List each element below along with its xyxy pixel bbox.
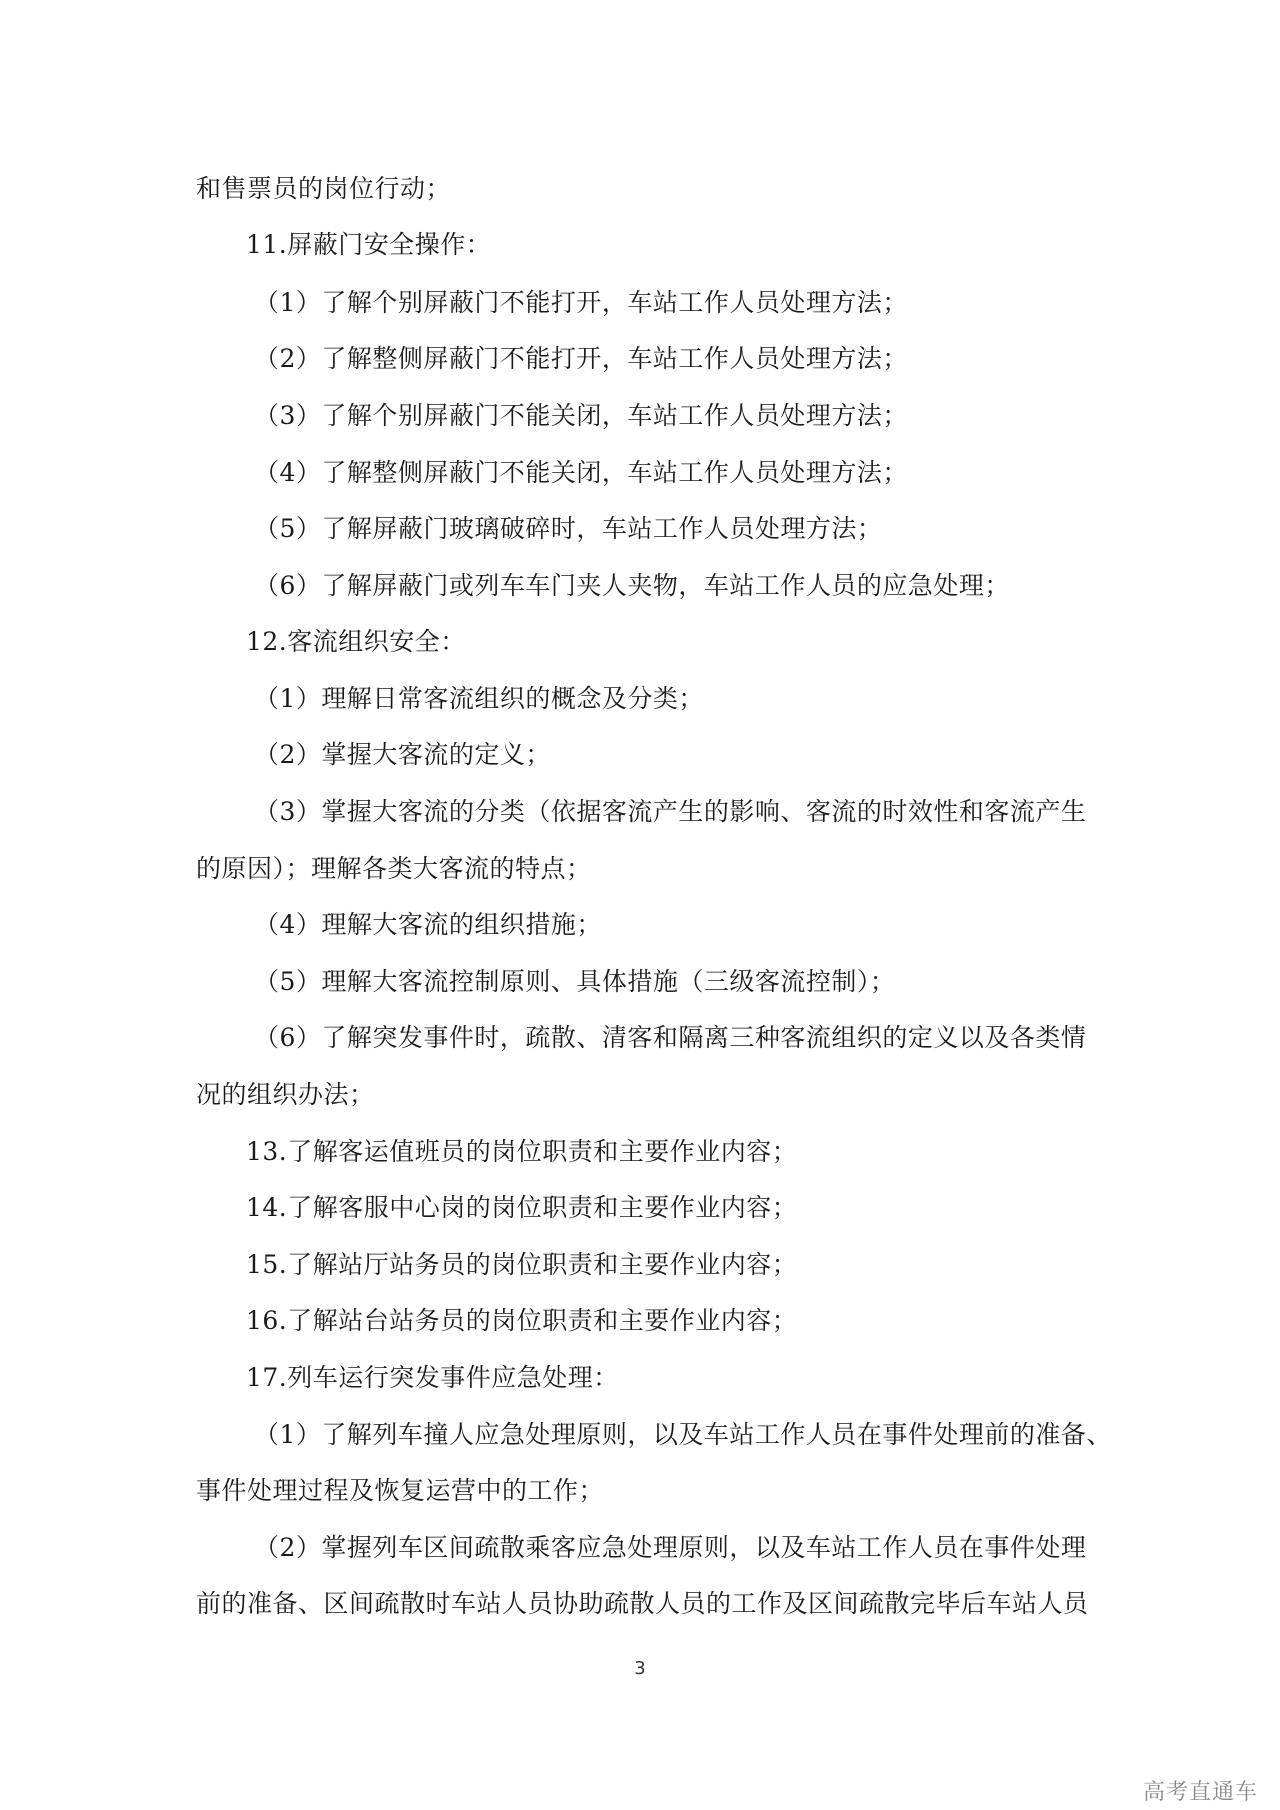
section-heading-13: 13.了解客运值班员的岗位职责和主要作业内容； — [246, 1137, 798, 1166]
list-item: （1）理解日常客流组织的概念及分类； — [254, 684, 704, 713]
list-item-continuation: 的原因）；理解各类大客流的特点； — [196, 854, 592, 883]
section-heading-16: 16.了解站台站务员的岗位职责和主要作业内容； — [246, 1306, 798, 1335]
list-item: （3）掌握大客流的分类（依据客流产生的影响、客流的时效性和客流产生 — [254, 797, 1087, 826]
list-item: （3）了解个别屏蔽门不能关闭，车站工作人员处理方法； — [254, 401, 908, 430]
list-item-continuation: 事件处理过程及恢复运营中的工作； — [196, 1476, 605, 1505]
list-item: （6）了解屏蔽门或列车车门夹人夹物，车站工作人员的应急处理； — [254, 571, 1010, 600]
list-item: （1）了解个别屏蔽门不能打开，车站工作人员处理方法； — [254, 288, 908, 317]
section-heading-17: 17.列车运行突发事件应急处理： — [246, 1363, 619, 1392]
list-item: （5）了解屏蔽门玻璃破碎时，车站工作人员处理方法； — [254, 514, 883, 543]
list-item-continuation: 前的准备、区间疏散时车站人员协助疏散人员的工作及区间疏散完毕后车站人员 — [196, 1589, 1089, 1618]
section-heading-12: 12.客流组织安全： — [246, 627, 466, 656]
watermark-text: 高考直通车 — [1142, 1780, 1258, 1805]
list-item: （2）掌握大客流的定义； — [254, 740, 551, 769]
section-heading-11: 11.屏蔽门安全操作： — [246, 230, 492, 259]
list-item: （1）了解列车撞人应急处理原则，以及车站工作人员在事件处理前的准备、 — [254, 1420, 1112, 1449]
page-number: 3 — [634, 1658, 646, 1679]
list-item: （6）了解突发事件时，疏散、清客和隔离三种客流组织的定义以及各类情 — [254, 1023, 1087, 1052]
list-item: （4）理解大客流的组织措施； — [254, 910, 602, 939]
section-heading-14: 14.了解客服中心岗的岗位职责和主要作业内容； — [246, 1193, 798, 1222]
list-item: （4）了解整侧屏蔽门不能关闭，车站工作人员处理方法； — [254, 458, 908, 487]
list-item: （5）理解大客流控制原则、具体措施（三级客流控制）； — [254, 967, 896, 996]
list-item: （2）掌握列车区间疏散乘客应急处理原则，以及车站工作人员在事件处理 — [254, 1533, 1087, 1562]
list-item-continuation: 况的组织办法； — [196, 1080, 375, 1109]
text-line: 和售票员的岗位行动； — [196, 174, 452, 203]
list-item: （2）了解整侧屏蔽门不能打开，车站工作人员处理方法； — [254, 344, 908, 373]
section-heading-15: 15.了解站厅站务员的岗位职责和主要作业内容； — [246, 1250, 798, 1279]
